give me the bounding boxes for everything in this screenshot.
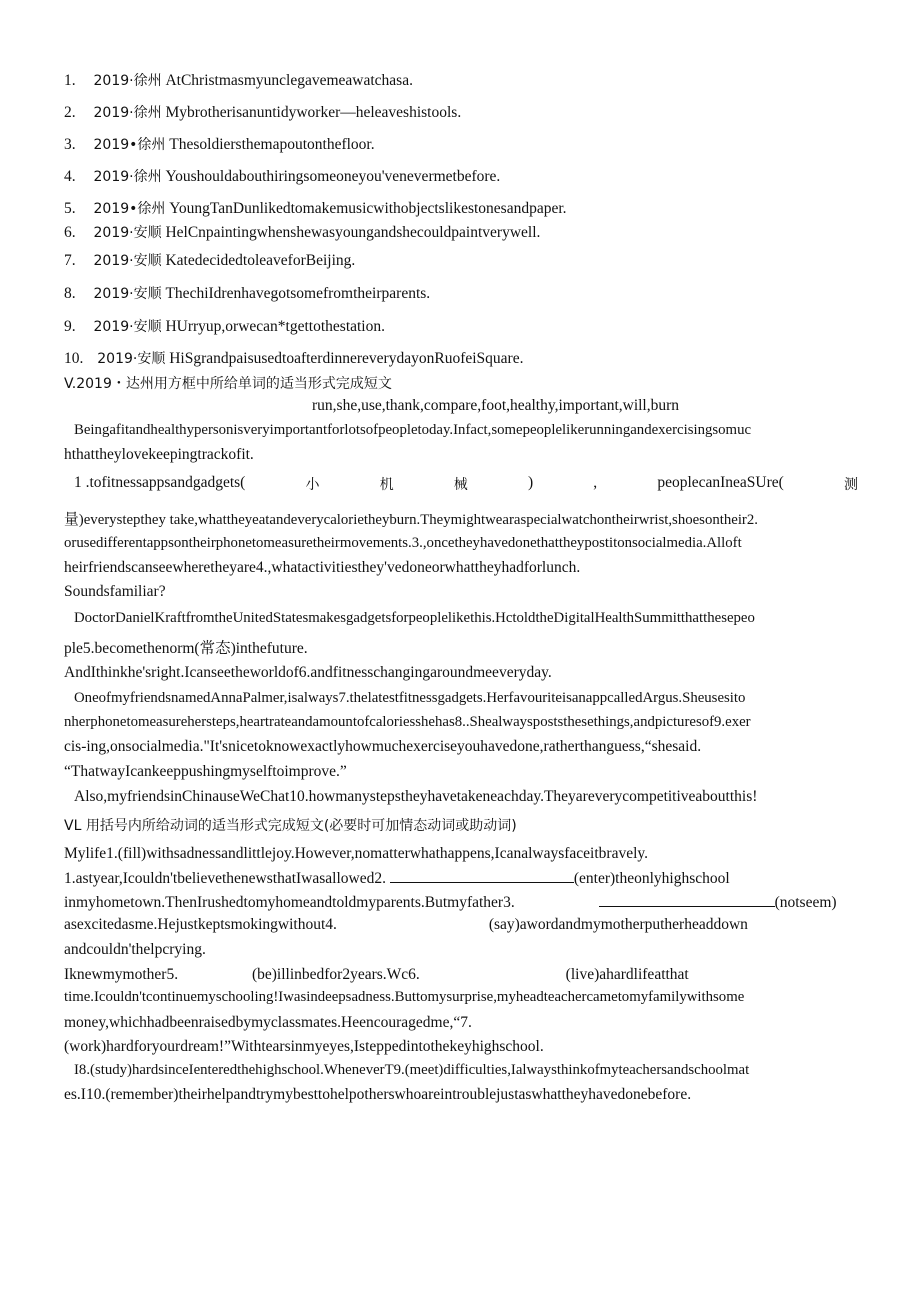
passage-line: orusedifferentappsontheirphonetomeasuretheirmovements.3.,oncetheyhavedonethattheypostitonsocialmedia.Alloft [64, 535, 742, 551]
passage-line: hthattheylovekeepingtrackofit. [64, 446, 254, 463]
passage-line: Mylife1.(fill)withsadnessandlittlejoy.However,nomatterwhathappens,Icanalwaysfaceitbravely. [64, 845, 649, 862]
word-box: run,she,use,thank,compare,foot,healthy,important,will,burn [312, 397, 680, 414]
list-item [64, 102, 461, 122]
answer-blank[interactable] [390, 868, 574, 883]
item-number: 5. [64, 200, 76, 217]
text-segment: inmyhometown.ThenIrushedtomyhomeandtoldmyparents.Butmyfather3. [64, 894, 515, 911]
text-segment: 械 [453, 477, 468, 493]
passage-line [64, 868, 730, 888]
item-text: Youshouldabouthiringsomeoneyou'venevermetbefore. [165, 168, 501, 185]
passage-line: “ThatwayIcankeeppushingmyselftoimprove.” [64, 763, 347, 780]
item-text: AtChristmasmyunclegavemeawatchasa. [165, 72, 413, 89]
text-segment: 1 .tofitnessappsandgadgets( [74, 474, 246, 491]
item-number: 4. [64, 168, 76, 185]
item-source: 2019·安顺 [93, 253, 162, 269]
list-item [64, 316, 385, 336]
text-segment: 小 [305, 477, 320, 493]
passage-line: Beingafitandhealthypersonisveryimportantforlotsofpeopletoday.Infact,somepeoplelikerunningandexercisingsomuc [74, 422, 752, 438]
text-segment: (enter)theonlyhighschool [573, 870, 730, 887]
passage-line: nherphonetomeasurehersteps,heartrateandamountofcaloriesshehas8..Shealwayspoststhesethings,andpicturesof9.exer [64, 714, 751, 730]
item-text: HelCnpaintingwhenshewasyoungandshecouldpaintverywell. [165, 224, 541, 241]
item-text: HiSgrandpaisusedtoafterdinnereverydayonRuofeiSquare. [169, 350, 524, 367]
item-number: 8. [64, 285, 76, 302]
item-number: 6. [64, 224, 76, 241]
text-segment: , [593, 474, 598, 491]
text-segment: (notseem) [774, 894, 837, 911]
list-item [64, 198, 567, 218]
item-text: KatedecidedtoleaveforBeijing. [165, 252, 356, 269]
passage-line: DoctorDanielKraftfromtheUnitedStatesmakesgadgetsforpeoplelikethis.HctoldtheDigitalHealthSummitthatthesepeo [74, 610, 755, 626]
passage-line: (work)hardforyourdream!”Withtearsinmyeyes,Isteppedintothekeyhighschool. [64, 1038, 544, 1055]
passage-line: es.I10.(remember)theirhelpandtrymybesttohelpotherswhoareintroublejustaswhattheyhavedonebefore. [64, 1086, 692, 1103]
item-source: 2019·徐州 [93, 73, 162, 89]
item-source: 2019·安顺 [93, 225, 162, 241]
passage-line: heirfriendscanseewheretheyare4.,whatactivitiesthey'vedoneorwhattheyhadforlunch. [64, 559, 581, 576]
text-segment: peoplecanIneaSUre( [657, 474, 784, 491]
list-item [64, 70, 413, 90]
answer-blank[interactable] [599, 892, 775, 907]
list-item [64, 283, 430, 303]
passage-line: 量)everystepthey take,whattheyeatandeverycalorietheyburn.Theymightwearaspecialwatchontheirwrist,shoesontheir2. [64, 512, 758, 528]
list-item [64, 250, 355, 270]
item-text: Mybrotherisanuntidyworker—heleaveshistools. [165, 104, 462, 121]
passage-line: OneofmyfriendsnamedAnnaPalmer,isalways7.thelatestfitnessgadgets.HerfavouriteisanappcalledArgus.Sheusesito [74, 690, 746, 706]
item-number: 1. [64, 72, 76, 89]
item-number: 2. [64, 104, 76, 121]
passage-line: cis-ing,onsocialmedia."It'snicetoknowexactlyhowmuchexerciseyouhavedone,ratherthanguess,“shesaid. [64, 738, 702, 755]
text-segment: (say)awordandmymotherputherheaddown [488, 916, 748, 933]
text-segment: (live)ahardlifeatthat [565, 966, 689, 983]
list-item [64, 166, 500, 186]
passage-line: time.Icouldn'tcontinuemyschooling!Iwasindeepsadness.Buttomysurprise,myheadteachercametomyfamilywithsome [64, 989, 745, 1005]
section-heading-vi: VL 用括号内所给动词的适当形式完成短文(必要时可加情态动词或助动词) [64, 818, 517, 834]
passage-line-justified [74, 474, 858, 494]
list-item [64, 348, 523, 368]
passage-line: money,whichhadbeenraisedbymyclassmates.Heencouragedme,“7. [64, 1014, 472, 1031]
item-number: 10. [64, 350, 84, 367]
list-item [64, 222, 540, 242]
item-source: 2019•徐州 [93, 137, 166, 153]
item-text: ThechiIdrenhavegotsomefromtheirparents. [165, 285, 431, 302]
passage-line: AndIthinkhe'sright.Icanseetheworldof6.andfitnesschangingaroundmeeveryday. [64, 664, 552, 681]
passage-line: ple5.becomethenorm(常态)inthefuture. [64, 640, 308, 657]
text-segment: ) [527, 474, 534, 491]
item-source: 2019·安顺 [93, 286, 162, 302]
text-segment: Iknewmymother5. [64, 966, 179, 983]
passage-line: andcouldn'thelpcrying. [64, 941, 206, 958]
passage-line: I8.(study)hardsinceIenteredthehighschool.WheneverT9.(meet)difficulties,Ialwaysthinkofmyteachersandschoolmat [74, 1062, 750, 1078]
passage-line [64, 916, 748, 934]
item-text: YoungTanDunlikedtomakemusicwithobjectslikestonesandpaper. [169, 200, 567, 217]
item-number: 9. [64, 318, 76, 335]
text-segment: asexcitedasme.Hejustkeptsmokingwithout4. [64, 916, 337, 933]
text-segment: 机 [379, 477, 394, 493]
passage-line: Also,myfriendsinChinauseWeChat10.howmanystepstheyhavetakeneachday.Theyareverycompetitiveaboutthis! [74, 788, 758, 805]
text-segment: (be)illinbedfor2years.Wc6. [251, 966, 420, 983]
passage-line [64, 966, 689, 984]
text-segment: 1.astyear,Icouldn'tbelievethenewsthatIwasallowed2. [64, 870, 386, 887]
text-segment: 测 [843, 477, 858, 493]
item-text: Thesoldiersthemapoutonthefloor. [169, 136, 375, 153]
list-item [64, 134, 375, 154]
item-source: 2019·安顺 [93, 319, 162, 335]
item-source: 2019·安顺 [97, 351, 166, 367]
item-source: 2019·徐州 [93, 105, 162, 121]
item-number: 7. [64, 252, 76, 269]
section-heading-v: V.2019・达州用方框中所给单词的适当形式完成短文 [64, 376, 392, 392]
passage-line: Soundsfamiliar? [64, 583, 166, 600]
item-text: HUrryup,orwecan*tgettothestation. [165, 318, 385, 335]
item-number: 3. [64, 136, 76, 153]
item-source: 2019•徐州 [93, 201, 166, 217]
item-source: 2019·徐州 [93, 169, 162, 185]
passage-line [64, 892, 837, 912]
